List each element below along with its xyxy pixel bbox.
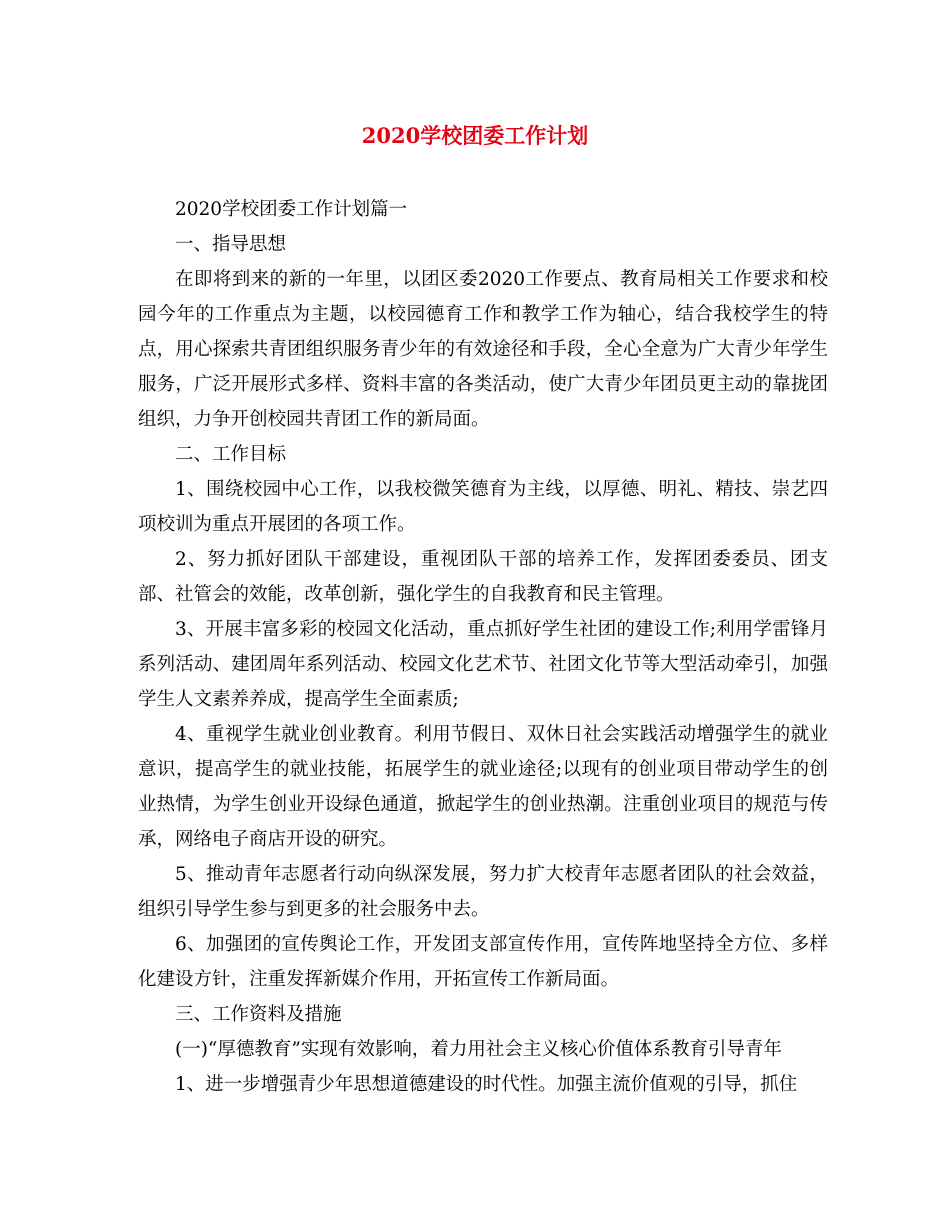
goal-item-5: 5、推动青年志愿者行动向纵深发展，努力扩大校青年志愿者团队的社会效益，组织引导学生参与到更多的社会服务中去。 <box>138 864 828 920</box>
goal-item-3: 3、开展丰富多彩的校园文化活动，重点抓好学生社团的建设工作;利用学雷锋月系列活动、建团周年系列活动、校园文化艺术节、社团文化节等大型活动牵引，加强学生人文素养养成，提高学生全面素质; <box>138 619 828 710</box>
document-body <box>138 192 828 1102</box>
subtitle-paragraph: 2020学校团委工作计划篇一 <box>175 199 408 220</box>
document-title: 2020学校团委工作计划 <box>361 123 589 148</box>
measure-item-1: 1、进一步增强青少年思想道德建设的时代性。加强主流价值观的引导，抓住 <box>175 1074 798 1095</box>
section-heading-guiding-ideology: 一、指导思想 <box>175 234 287 255</box>
goal-item-6: 6、加强团的宣传舆论工作，开发团支部宣传作用，宣传阵地坚持全方位、多样化建设方针，注重发挥新媒介作用，开拓宣传工作新局面。 <box>138 934 828 990</box>
paragraph-guiding-ideology: 在即将到来的新的一年里，以团区委2020工作要点、教育局相关工作要求和校园今年的工作重点为主题，以校园德育工作和教学工作为轴心，结合我校学生的特点，用心探索共青团组织服务青少年的有效途径和手段，全心全意为广大青少年学生服务，广泛开展形式多样、资料丰富的各类活动，使广大青少年团员更主动的靠拢团组织，力争开创校园共青团工作的新局面。 <box>138 269 828 430</box>
goal-item-2: 2、努力抓好团队干部建设，重视团队干部的培养工作，发挥团委委员、团支部、社管会的效能，改革创新，强化学生的自我教育和民主管理。 <box>138 549 828 605</box>
goal-item-4: 4、重视学生就业创业教育。利用节假日、双休日社会实践活动增强学生的就业意识，提高学生的就业技能，拓展学生的就业途径;以现有的创业项目带动学生的创业热情，为学生创业开设绿色通道，掀起学生的创业热潮。注重创业项目的规范与传承，网络电子商店开设的研究。 <box>138 724 828 850</box>
section-heading-content-measures: 三、工作资料及措施 <box>175 1004 342 1025</box>
goal-item-1: 1、围绕校园中心工作，以我校微笑德育为主线，以厚德、明礼、精技、崇艺四项校训为重点开展团的各项工作。 <box>138 479 828 535</box>
section-heading-work-goals: 二、工作目标 <box>175 444 287 465</box>
subsection-heading-moral-education: (一)“厚德教育”实现有效影响，着力用社会主义核心价值体系教育引导青年 <box>175 1039 782 1060</box>
